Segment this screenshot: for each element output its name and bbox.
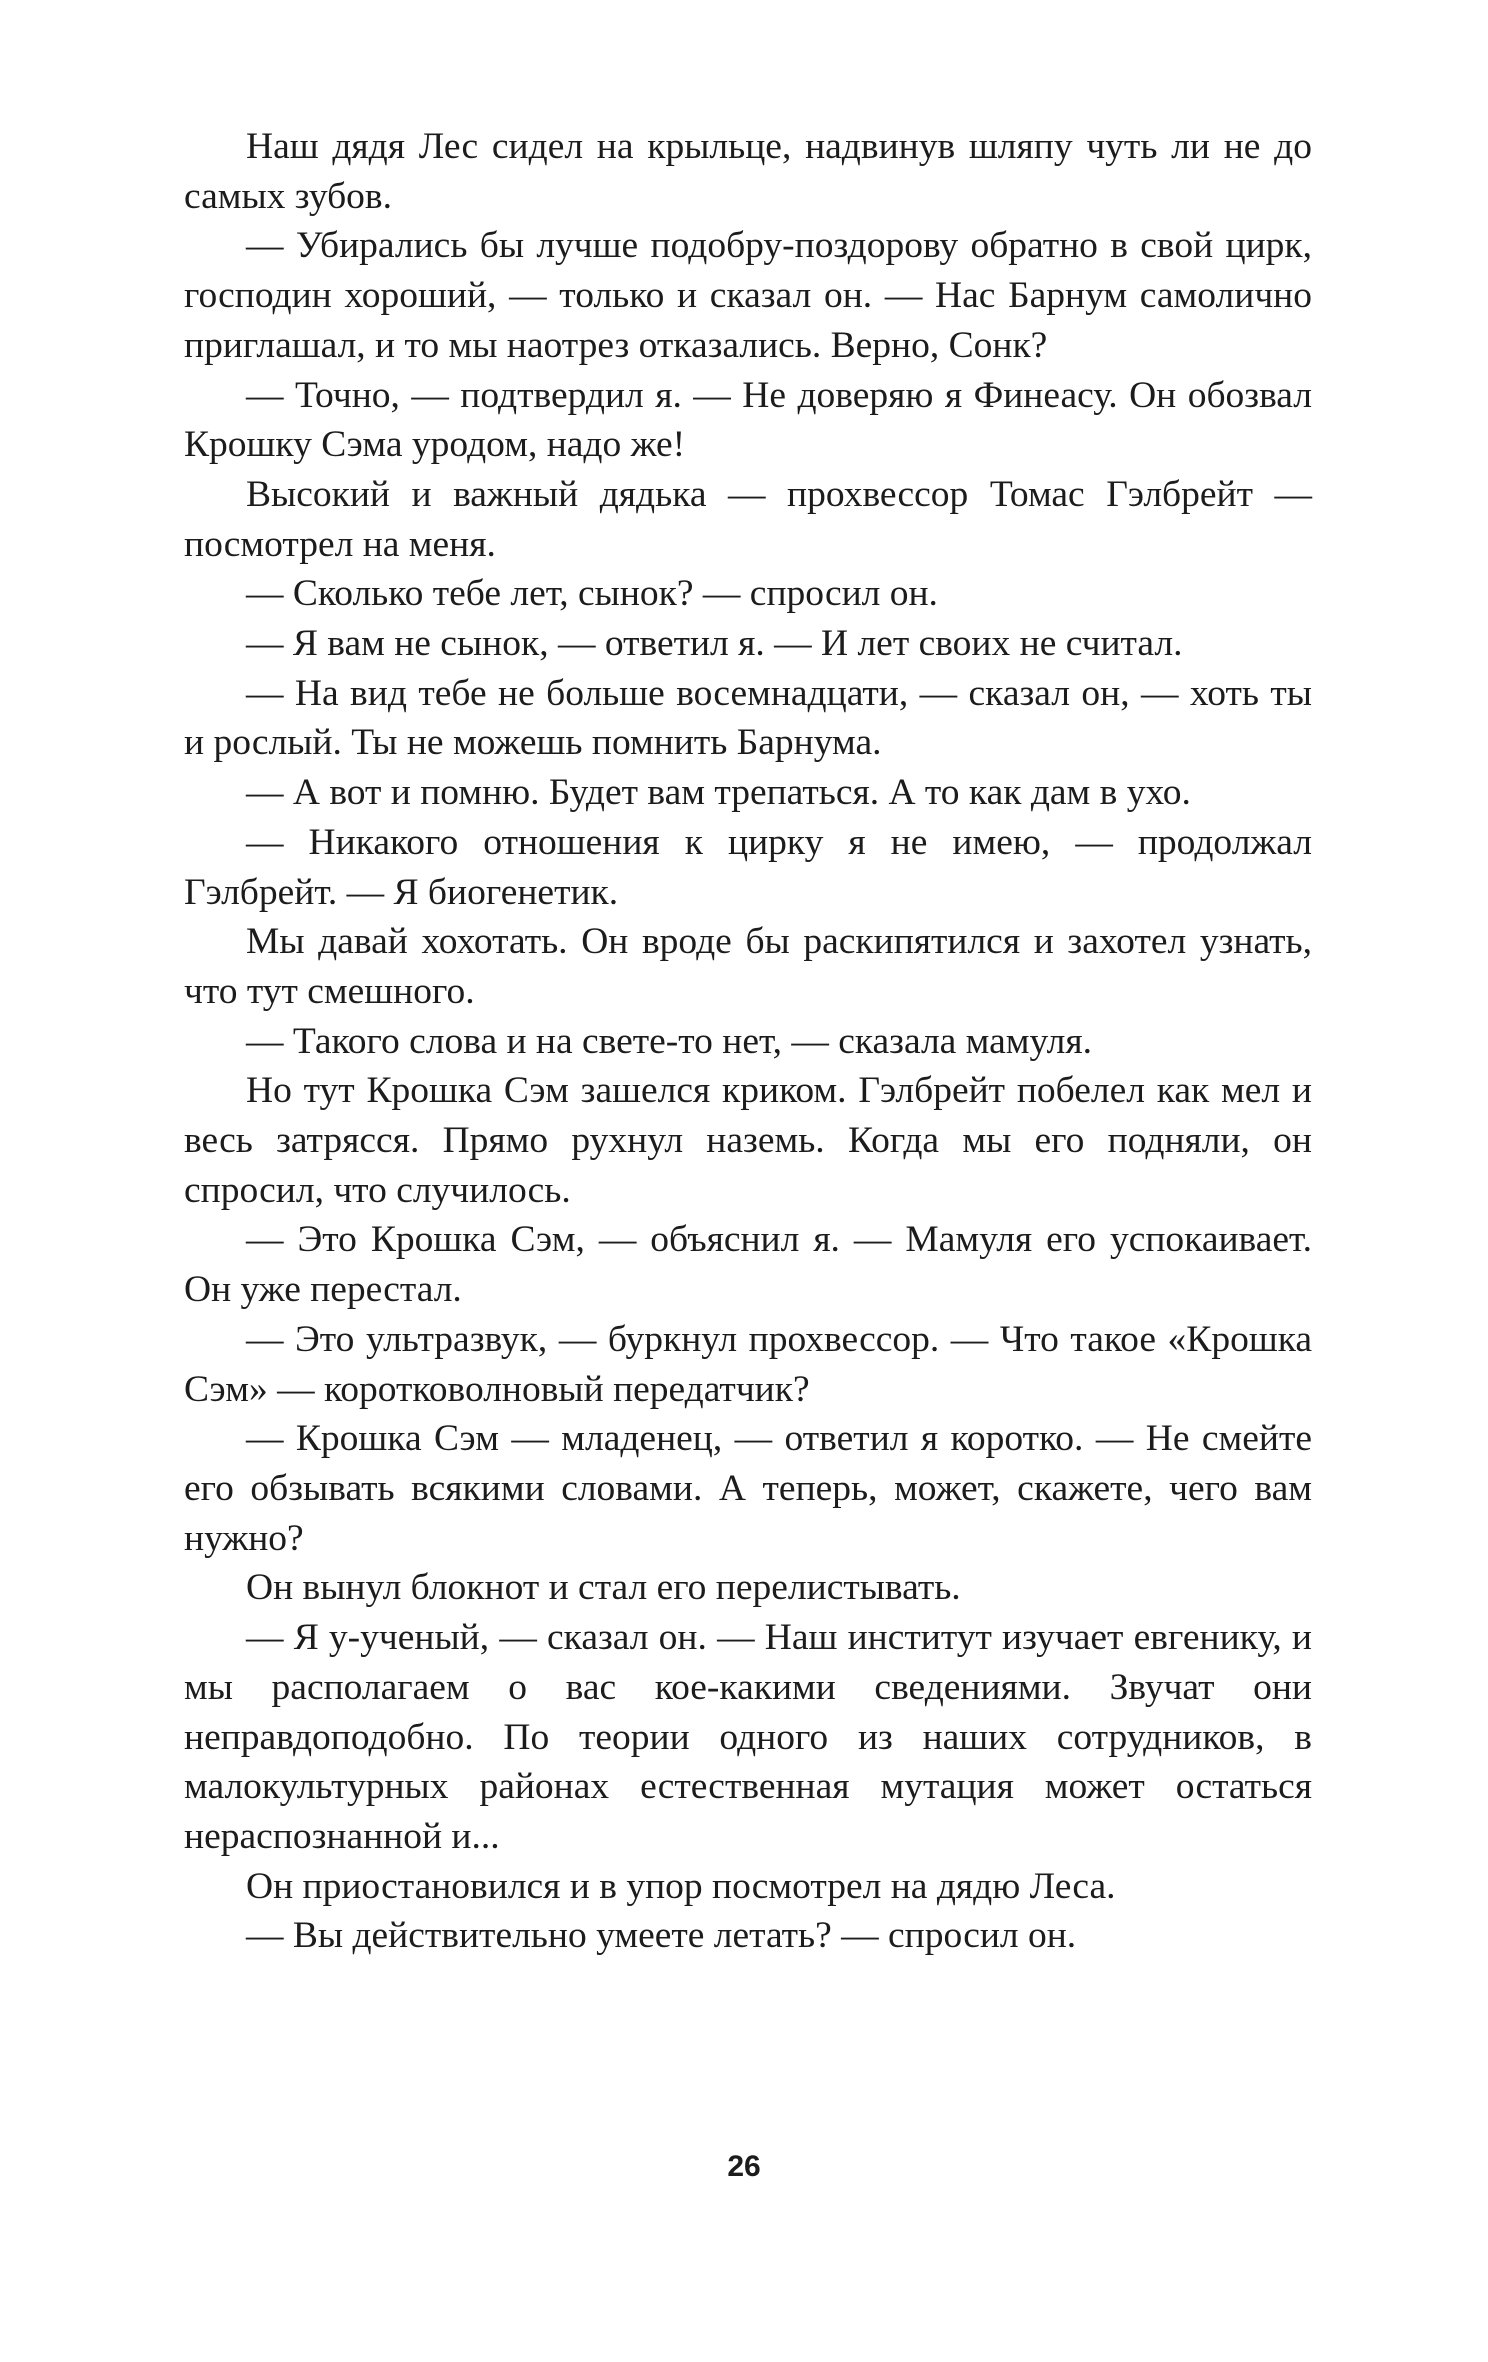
paragraph-6: — Я вам не сынок, — ответил я. — И лет своих не считал. xyxy=(246,623,1183,665)
paragraph-19: — Вы действительно умеете летать? — спросил он. xyxy=(246,1915,1077,1957)
paragraph-10: Мы давай хохотать. Он вроде бы раскипятился и захотел узнать, что тут смешного. xyxy=(184,921,1312,1012)
body-text xyxy=(184,122,1312,1961)
paragraph-17: — Я у-ученый, — сказал он. — Наш институт изучает евгенику, и мы располагаем о вас кое-какими сведениями. Звучат они неправдоподобно. По теории одного из наших сотрудников, в малокультурных районах естественная мутация может остаться нераспознанной и... xyxy=(184,1617,1312,1857)
paragraph-11: — Такого слова и на свете-то нет, — сказала мамуля. xyxy=(246,1020,1092,1062)
paragraph-18: Он приостановился и в упор посмотрел на дядю Леса. xyxy=(246,1865,1116,1907)
paragraph-16: Он вынул блокнот и стал его перелистывать. xyxy=(246,1567,961,1609)
paragraph-14: — Это ультразвук, — буркнул прохвессор. — Что такое «Крошка Сэм» — коротковолновый передатчик? xyxy=(184,1318,1312,1410)
paragraph-5: — Сколько тебе лет, сынок? — спросил он. xyxy=(246,573,938,615)
paragraph-15: — Крошка Сэм — младенец, — ответил я коротко. — Не смейте его обзывать всякими словами. А теперь, может, скажете, чего вам нужно? xyxy=(184,1418,1312,1559)
paragraph-13: — Это Крошка Сэм, — объяснил я. — Мамуля его успокаивает. Он уже перестал. xyxy=(184,1219,1312,1311)
paragraph-7: — На вид тебе не больше восемнадцати, — сказал он, — хоть ты и рослый. Ты не можешь помнить Барнума. xyxy=(184,672,1312,764)
paragraph-9: — Никакого отношения к цирку я не имею, — продолжал Гэлбрейт. — Я биогенетик. xyxy=(184,821,1312,913)
paragraph-12: Но тут Крошка Сэм зашелся криком. Гэлбрейт побелел как мел и весь затрясся. Прямо рухнул наземь. Когда мы его подняли, он спросил, что случилось. xyxy=(184,1070,1312,1211)
paragraph-3: — Точно, — подтвердил я. — Не доверяю я Финеасу. Он обозвал Крошку Сэма уродом, надо же! xyxy=(184,374,1312,466)
paragraph-1: Наш дядя Лес сидел на крыльце, надвинув шляпу чуть ли не до самых зубов. xyxy=(184,126,1312,217)
paragraph-2: — Убирались бы лучше подобру-поздорову обратно в свой цирк, господин хороший, — только и сказал он. — Нас Барнум самолично приглашал, и то мы наотрез отказались. Верно, Сонк? xyxy=(184,225,1312,366)
paragraph-8: — А вот и помню. Будет вам трепаться. А то как дам в ухо. xyxy=(246,772,1191,814)
paragraph-4: Высокий и важный дядька — прохвессор Томас Гэлбрейт — посмотрел на меня. xyxy=(184,473,1312,565)
page-number: 26 xyxy=(727,2150,761,2183)
